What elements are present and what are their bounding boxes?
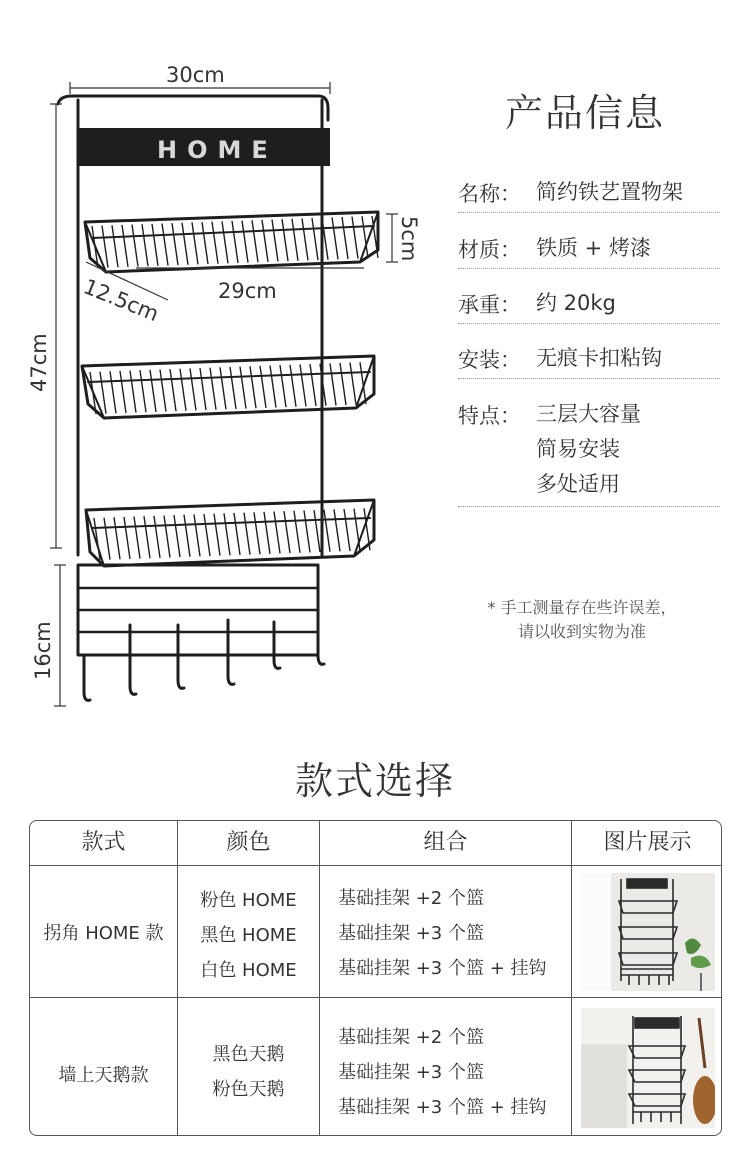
basket-wire <box>164 515 170 557</box>
spec-value: 无痕卡扣粘钩 <box>536 346 662 370</box>
top-hanger-bar <box>58 96 328 120</box>
basket-wire <box>152 224 158 266</box>
basket-wire <box>340 363 346 405</box>
basket-wire <box>310 364 316 406</box>
basket-wire <box>330 363 336 405</box>
basket-wire <box>202 222 208 264</box>
basket-wire <box>254 512 260 554</box>
basket-wire <box>192 222 198 264</box>
combo-option: 基础挂架 +3 个篮 + 挂钩 <box>338 1097 547 1118</box>
product-dimension-diagram <box>0 0 440 720</box>
spec-row-material <box>458 234 720 269</box>
basket-wire <box>242 221 248 263</box>
basket-wire <box>272 220 278 262</box>
basket-wire <box>220 367 226 409</box>
basket-wire <box>250 366 256 408</box>
spec-value: 约 20kg <box>536 291 616 315</box>
basket-wire <box>204 514 210 556</box>
combo-option: 基础挂架 +2 个篮 <box>338 888 484 909</box>
spec-key: 特点： <box>458 404 521 428</box>
basket-wire <box>184 515 190 557</box>
basket-wire <box>110 371 116 413</box>
basket-wire <box>294 511 300 553</box>
spec-value: 铁质 + 烤漆 <box>536 236 651 260</box>
basket-top <box>85 212 378 272</box>
basket-wire <box>280 365 286 407</box>
basket-wire <box>234 513 240 555</box>
product-info-title: 产品信息 <box>505 91 666 135</box>
basket-wire <box>130 371 136 413</box>
color-option: 白色 HOME <box>200 960 297 981</box>
row-divider <box>30 865 721 866</box>
basket-wire <box>230 367 236 409</box>
basket-wire <box>144 516 150 558</box>
basket-wire <box>292 219 298 261</box>
basket-wire <box>350 363 356 405</box>
dim-basket-depth-label: 12.5cm <box>80 274 163 327</box>
spec-key: 承重： <box>458 293 521 317</box>
basket-wire <box>344 509 350 551</box>
basket-wire <box>200 368 206 410</box>
feature-2: 简易安装 <box>536 437 620 461</box>
measurement-note <box>452 596 712 644</box>
basket-wire <box>342 217 348 259</box>
style-selection-title: 款式选择 <box>294 759 455 803</box>
basket-wire <box>160 369 166 411</box>
feature-1: 三层大容量 <box>536 402 641 426</box>
dim-hook-height-label: 16cm <box>31 621 55 680</box>
basket-wire <box>240 367 246 409</box>
basket-wire <box>302 218 308 260</box>
basket-wire <box>332 217 338 259</box>
combo-option: 基础挂架 +3 个篮 <box>338 1062 484 1083</box>
basket-wire <box>174 515 180 557</box>
spec-key: 安装： <box>458 348 521 372</box>
col-divider <box>319 821 320 1135</box>
combo-option: 基础挂架 +3 个篮 <box>338 923 484 944</box>
basket-wire <box>170 369 176 411</box>
basket-wire <box>232 221 238 263</box>
basket-wire <box>120 371 126 413</box>
basket-wire <box>182 223 188 265</box>
color-option: 粉色天鹅 <box>212 1079 285 1100</box>
basket-wire <box>222 221 228 263</box>
combo-option: 基础挂架 +2 个篮 <box>338 1027 484 1048</box>
basket-wire <box>162 223 168 265</box>
style-table <box>29 820 722 1136</box>
spec-row-features <box>458 400 720 507</box>
basket-wire <box>314 510 320 552</box>
basket-wire <box>150 370 156 412</box>
basket-wire <box>134 517 140 559</box>
basket-wire <box>190 368 196 410</box>
basket-wire <box>180 369 186 411</box>
color-option: 黑色 HOME <box>200 925 297 946</box>
row2-combos <box>338 1020 547 1125</box>
row1-product-photo <box>581 873 715 991</box>
row1-style-name: 拐角 HOME 款 <box>43 923 164 944</box>
basket-wire <box>212 222 218 264</box>
basket-wire <box>244 513 250 555</box>
header-style: 款式 <box>81 830 126 855</box>
basket-wire <box>210 368 216 410</box>
basket-wire <box>122 225 128 267</box>
home-label: HOME <box>157 136 278 164</box>
basket-wire <box>102 226 108 268</box>
basket-wire <box>260 366 266 408</box>
color-option: 粉色 HOME <box>200 890 297 911</box>
basket-wire <box>114 517 120 559</box>
row2-product-photo <box>581 1008 715 1128</box>
basket-wire <box>104 518 110 560</box>
basket-wire <box>140 370 146 412</box>
dim-basket-width-label: 29cm <box>218 279 277 303</box>
basket-wire <box>224 513 230 555</box>
color-option: 黑色天鹅 <box>212 1044 285 1065</box>
basket-wire <box>262 220 268 262</box>
basket-wire <box>354 509 360 551</box>
basket-wire <box>352 217 358 259</box>
row2-colors <box>178 1037 319 1107</box>
spec-row-load <box>458 289 720 324</box>
basket-wire <box>290 365 296 407</box>
header-combo: 组合 <box>423 830 468 855</box>
dim-width-label: 30cm <box>166 63 225 87</box>
row2-style-name: 墙上天鹅款 <box>58 1065 149 1086</box>
basket-wire <box>284 511 290 553</box>
row1-combos <box>338 881 547 986</box>
basket-wire <box>172 223 178 265</box>
row-divider <box>30 997 721 998</box>
row1-colors <box>178 883 319 988</box>
spec-row-install <box>458 344 720 379</box>
basket-wire <box>300 364 306 406</box>
note-line-1: * 手工测量存在些许误差， <box>487 598 677 617</box>
col-divider <box>571 821 572 1135</box>
basket-wire <box>112 225 118 267</box>
basket-wire <box>214 514 220 556</box>
basket-wire <box>154 516 160 558</box>
corner-home-rack-image <box>581 873 715 991</box>
spec-value: 简约铁艺置物架 <box>536 180 683 204</box>
basket-wire <box>264 512 270 554</box>
basket-wire <box>274 512 280 554</box>
dim-total-height-label: 47cm <box>27 333 51 392</box>
basket-wire <box>312 218 318 260</box>
combo-option: 基础挂架 +3 个篮 + 挂钩 <box>338 958 547 979</box>
spec-key: 名称： <box>458 182 521 206</box>
dim-basket-height-label: 5cm <box>397 216 421 262</box>
header-color: 颜色 <box>226 830 271 855</box>
note-line-2: 请以收到实物为准 <box>517 622 646 641</box>
basket-wire <box>124 517 130 559</box>
spec-key: 材质： <box>458 238 521 262</box>
basket-wire <box>304 510 310 552</box>
basket-wire <box>194 514 200 556</box>
basket-wire <box>142 224 148 266</box>
basket-wire <box>334 509 340 551</box>
feature-3: 多处适用 <box>536 472 620 496</box>
basket-wire <box>324 510 330 552</box>
basket-wire <box>100 372 106 414</box>
basket-wire <box>282 219 288 261</box>
spec-row-name <box>458 178 720 213</box>
basket-wire <box>252 220 258 262</box>
basket-wire <box>270 366 276 408</box>
header-image: 图片展示 <box>603 830 692 855</box>
wall-swan-rack-image <box>581 1008 715 1128</box>
basket-wire <box>132 225 138 267</box>
